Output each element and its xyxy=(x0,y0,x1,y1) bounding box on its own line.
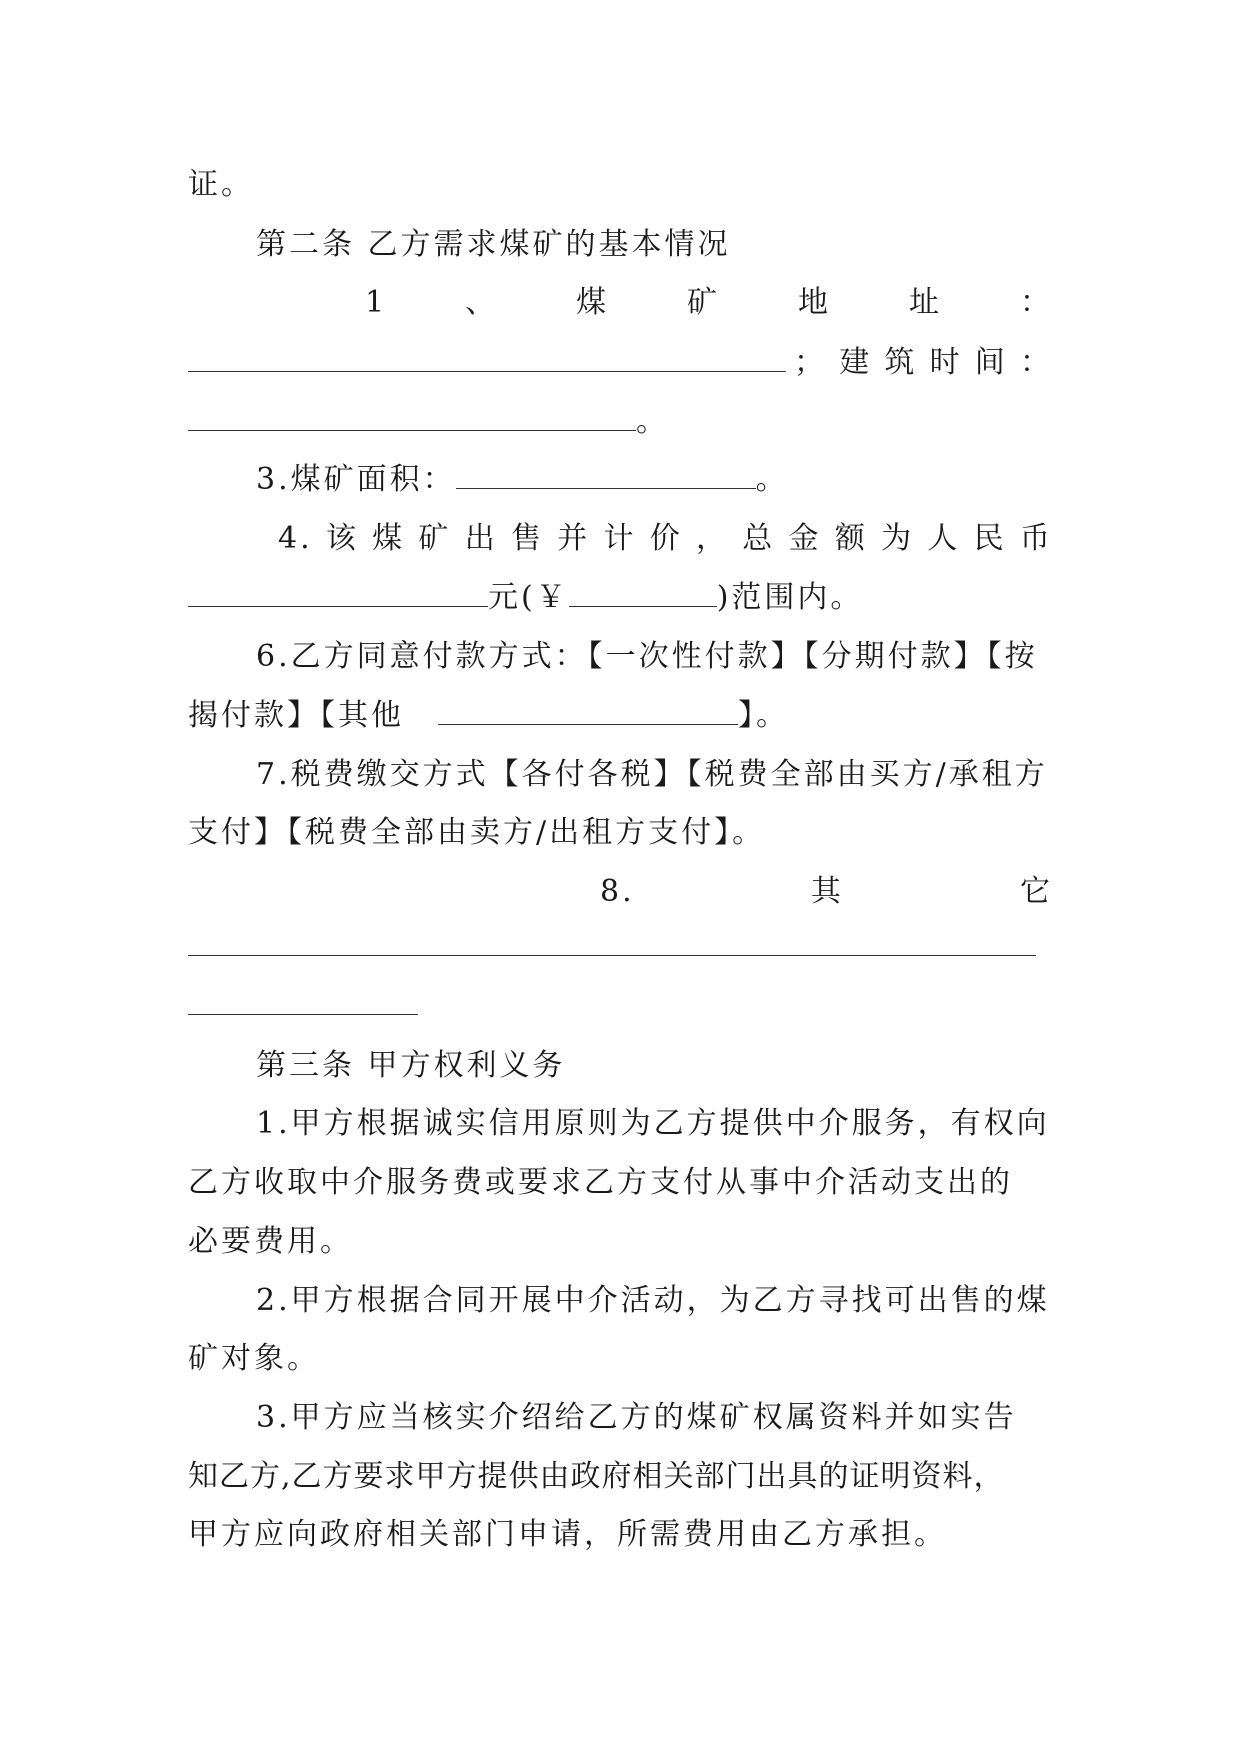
text-line: 1.甲方根据诚实信用原则为乙方提供中介服务，有权向 xyxy=(256,1106,1050,1141)
text-line: 必要费用。 xyxy=(188,1224,353,1259)
article-3-heading: 第三条 甲方权利义务 xyxy=(256,1048,566,1083)
coal-mine-area-line: 3.煤矿面积： 。 xyxy=(256,462,789,497)
text-line: 知乙方,乙方要求甲方提供由政府相关部门出具的证明资料， xyxy=(188,1459,1005,1494)
total-price-line: 4. 该 煤 矿 出 售 并 计 价 ， 总 金 额 为 人 民 币 xyxy=(278,521,1053,556)
coal-mine-address-label: 1 、 煤 矿 地 址 ： xyxy=(365,285,1053,320)
other-label: 8. 其 它 xyxy=(600,874,1053,909)
text-line: 2.甲方根据合同开展中介活动，为乙方寻找可出售的煤 xyxy=(256,1283,1050,1318)
area-blank[interactable] xyxy=(456,462,756,489)
payment-method-line: 6.乙方同意付款方式：【一次性付款】【分期付款】【按 xyxy=(256,639,1038,674)
other-blank-line-2[interactable] xyxy=(188,1014,418,1015)
text-line: 矿对象。 xyxy=(188,1341,320,1376)
text-line: 3.甲方应当核实介绍给乙方的煤矿权属资料并如实告 xyxy=(256,1400,1017,1435)
payment-method-line-2: 揭付款】【其他 】。 xyxy=(188,698,789,733)
build-time-blank[interactable] xyxy=(188,404,636,431)
build-time-line: 。 xyxy=(188,402,1053,442)
address-and-build-time-line: ； 建 筑 时 间 ： xyxy=(188,343,1053,383)
address-blank[interactable] xyxy=(188,345,786,372)
price-words-blank[interactable] xyxy=(188,580,488,607)
other-blank-line-1[interactable] xyxy=(188,955,1036,956)
price-amount-line: 元(￥ )范围内。 xyxy=(188,578,1053,618)
tax-payment-line-2: 支付】【税费全部由卖方/出租方支付】。 xyxy=(188,815,766,850)
text-line: 证。 xyxy=(188,167,254,202)
other-payment-blank[interactable] xyxy=(438,698,738,725)
price-figure-blank[interactable] xyxy=(569,580,717,607)
text-line: 甲方应向政府相关部门申请，所需费用由乙方承担。 xyxy=(188,1517,947,1552)
article-2-heading: 第二条 乙方需求煤矿的基本情况 xyxy=(256,227,731,262)
tax-payment-line: 7.税费缴交方式【各付各税】【税费全部由买方/承租方 xyxy=(256,757,1048,792)
text-line: 乙方收取中介服务费或要求乙方支付从事中介活动支出的 xyxy=(188,1165,1013,1200)
